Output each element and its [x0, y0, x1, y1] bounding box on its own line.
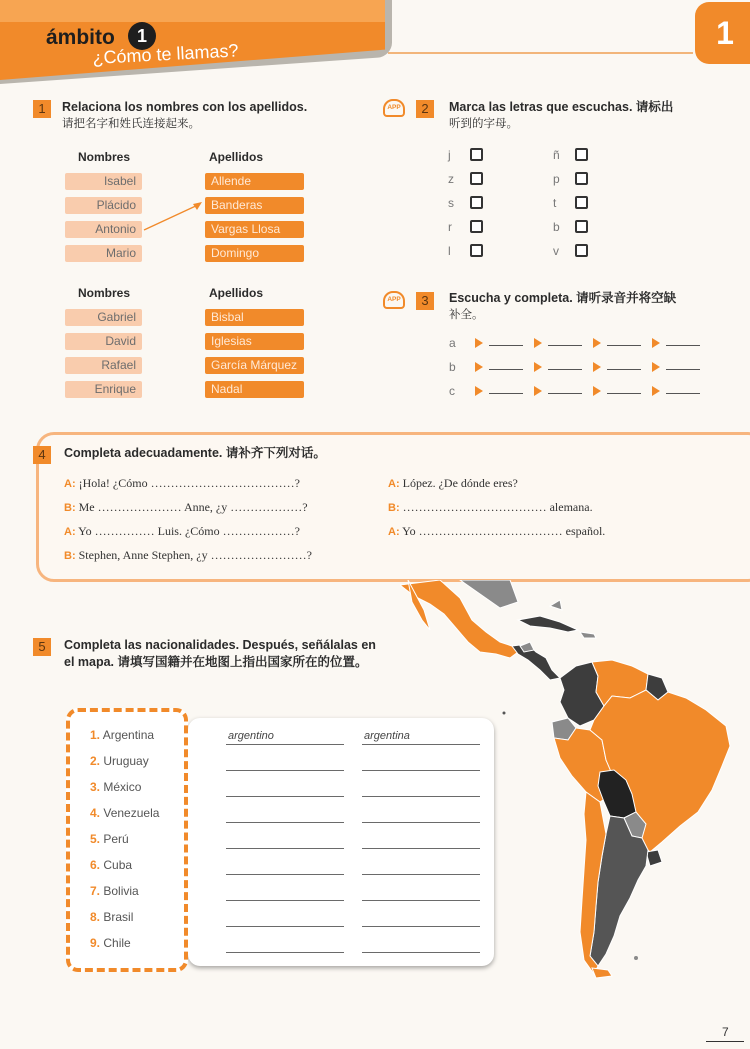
dialogue-text: López. ¿De dónde eres? — [402, 476, 518, 490]
name-option[interactable]: Rafael — [65, 357, 142, 374]
country-item — [90, 910, 133, 924]
unit-tab: 1 — [695, 2, 750, 64]
country-name: Brasil — [103, 910, 134, 924]
surname-option[interactable]: Nadal — [205, 381, 304, 398]
dialogue-line[interactable] — [388, 500, 593, 515]
answer-blank[interactable] — [607, 369, 641, 370]
exercise-1-title-cn: 请把名字和姓氏连接起来。 — [62, 118, 200, 130]
exercise-1-title: Relaciona los nombres con los apellidos. — [62, 100, 308, 114]
unit-subtitle: ¿Cómo te llamas? — [92, 40, 239, 68]
row-label: b — [449, 360, 456, 374]
country-number: 3. — [90, 780, 101, 794]
map-tierra-del-fuego — [592, 968, 612, 978]
exercise-5-title: Completa las nacionalidades. Después, señálalas en — [64, 638, 376, 652]
exercise-1-number: 1 — [33, 100, 51, 118]
name-option[interactable]: Antonio — [65, 221, 142, 238]
country-item — [90, 832, 129, 846]
speaker-label: A: — [64, 478, 76, 490]
letter-label: z — [448, 172, 454, 186]
example-feminine: argentina — [364, 730, 410, 742]
letter-label: j — [448, 148, 451, 162]
letter-checkbox[interactable] — [575, 172, 588, 185]
masculine-answer-line[interactable] — [226, 926, 344, 927]
audio-app-icon[interactable]: APP — [383, 99, 405, 117]
play-marker-icon — [652, 362, 660, 372]
name-option[interactable]: Mario — [65, 245, 142, 262]
country-item — [90, 884, 139, 898]
feminine-answer-line[interactable] — [362, 848, 480, 849]
surname-option[interactable]: Banderas — [205, 197, 304, 214]
answer-blank[interactable] — [548, 345, 582, 346]
play-marker-icon — [534, 362, 542, 372]
names-column-header: Nombres — [78, 286, 131, 300]
exercise-5-title-cn: el mapa. 请填写国籍并在地图上指出国家所在的位置。 — [64, 655, 368, 669]
exercise-2-number: 2 — [416, 100, 434, 118]
map-country-uruguay[interactable] — [646, 850, 662, 866]
letter-checkbox[interactable] — [470, 220, 483, 233]
ambito-label: ámbito — [46, 26, 115, 49]
map-island-dot — [634, 956, 638, 960]
name-option[interactable]: Gabriel — [65, 309, 142, 326]
names-column-header: Nombres — [78, 150, 131, 164]
country-name: Bolivia — [103, 884, 139, 898]
dialogue-text: ……………………………… alemana. — [402, 500, 593, 514]
answer-blank[interactable] — [489, 369, 523, 370]
play-marker-icon — [475, 362, 483, 372]
country-name: Venezuela — [103, 806, 160, 820]
country-name: México — [103, 780, 142, 794]
map-central-america[interactable] — [512, 644, 560, 680]
dialogue-line[interactable] — [388, 524, 605, 539]
feminine-answer-line[interactable] — [362, 926, 480, 927]
row-label: a — [449, 336, 456, 350]
header-top-strip — [0, 0, 385, 22]
exercise-3-title: Escucha y completa. 请听录音并将空缺 — [449, 291, 677, 305]
map-hispaniola[interactable] — [580, 632, 596, 638]
feminine-answer-line[interactable] — [362, 770, 480, 771]
country-number: 5. — [90, 832, 101, 846]
exercise-2-title-cn: 听到的字母。 — [449, 118, 518, 130]
exercise-4-number: 4 — [33, 446, 51, 464]
answer-blank[interactable] — [489, 393, 523, 394]
letter-label: l — [448, 244, 451, 258]
name-option[interactable]: Plácido — [65, 197, 142, 214]
dialogue-text: Me ………………… Anne, ¿y ………………? — [78, 500, 308, 514]
play-marker-icon — [652, 338, 660, 348]
country-item — [90, 780, 141, 794]
surnames-column-header: Apellidos — [209, 286, 264, 300]
feminine-answer-line[interactable] — [362, 874, 480, 875]
letter-checkbox[interactable] — [575, 148, 588, 161]
ambito-number: 1 — [128, 22, 156, 50]
answer-blank[interactable] — [666, 369, 700, 370]
country-name: Chile — [103, 936, 131, 950]
country-item — [90, 754, 149, 768]
exercise-3-number: 3 — [416, 292, 434, 310]
speaker-label: B: — [64, 550, 76, 562]
country-number: 9. — [90, 936, 101, 950]
letter-label: r — [448, 220, 452, 234]
dialogue-line[interactable] — [388, 476, 518, 491]
country-item — [90, 728, 154, 742]
surname-option[interactable]: Allende — [205, 173, 304, 190]
dialogue-line[interactable] — [64, 500, 308, 515]
play-marker-icon — [534, 386, 542, 396]
feminine-answer-line[interactable] — [362, 796, 480, 797]
page-number-rule — [706, 1041, 744, 1042]
letter-checkbox[interactable] — [470, 148, 483, 161]
dialogue-text: Yo …………… Luis. ¿Cómo ………………? — [78, 524, 300, 538]
map-usa-border — [460, 580, 518, 608]
surnames-column-header: Apellidos — [209, 150, 264, 164]
header-rule — [388, 52, 693, 54]
masculine-answer-line[interactable] — [226, 770, 344, 771]
surname-option[interactable]: Domingo — [205, 245, 304, 262]
country-name: Uruguay — [103, 754, 149, 768]
map-bahamas — [550, 600, 562, 610]
play-marker-icon — [652, 386, 660, 396]
play-marker-icon — [593, 362, 601, 372]
letter-label: ñ — [553, 148, 560, 162]
masculine-answer-line[interactable] — [226, 874, 344, 875]
play-marker-icon — [593, 386, 601, 396]
country-number: 1. — [90, 728, 101, 742]
dialogue-text: Yo ……………………………… español. — [402, 524, 606, 538]
play-marker-icon — [475, 386, 483, 396]
play-marker-icon — [475, 338, 483, 348]
play-marker-icon — [593, 338, 601, 348]
feminine-answer-line[interactable] — [362, 744, 480, 745]
answer-blank[interactable] — [489, 345, 523, 346]
letter-label: s — [448, 196, 454, 210]
feminine-answer-line[interactable] — [362, 822, 480, 823]
country-number: 4. — [90, 806, 101, 820]
surname-option[interactable]: Iglesias — [205, 333, 304, 350]
exercise-5-number: 5 — [33, 638, 51, 656]
dialogue-line[interactable] — [64, 548, 312, 563]
surname-option[interactable]: García Márquez — [205, 357, 304, 374]
audio-app-icon[interactable]: APP — [383, 291, 405, 309]
country-number: 7. — [90, 884, 101, 898]
letter-label: v — [553, 244, 559, 258]
masculine-answer-line[interactable] — [226, 848, 344, 849]
map-country-cuba[interactable] — [518, 616, 578, 632]
name-option[interactable]: Enrique — [65, 381, 142, 398]
country-item — [90, 806, 159, 820]
play-marker-icon — [534, 338, 542, 348]
speaker-label: A: — [64, 526, 76, 538]
dialogue-text: ¡Hola! ¿Cómo ………………………………? — [78, 476, 300, 490]
country-number: 2. — [90, 754, 101, 768]
dialogue-line[interactable] — [64, 476, 300, 491]
letter-checkbox[interactable] — [470, 196, 483, 209]
answer-blank[interactable] — [607, 393, 641, 394]
row-label: c — [449, 384, 455, 398]
letter-checkbox[interactable] — [470, 172, 483, 185]
page-number: 7 — [722, 1025, 729, 1039]
masculine-answer-line[interactable] — [226, 900, 344, 901]
exercise-4-title: Completa adecuadamente. 请补齐下列对话。 — [64, 446, 326, 460]
letter-label: t — [553, 196, 557, 210]
name-option[interactable]: David — [65, 333, 142, 350]
dialogue-line[interactable] — [64, 524, 300, 539]
answer-blank[interactable] — [666, 345, 700, 346]
masculine-answer-line[interactable] — [226, 822, 344, 823]
country-name: Cuba — [103, 858, 133, 872]
masculine-answer-line[interactable] — [226, 952, 344, 953]
surname-option[interactable]: Bisbal — [205, 309, 304, 326]
speaker-label: A: — [388, 478, 400, 490]
country-item — [90, 936, 131, 950]
country-name: Perú — [103, 832, 129, 846]
answer-blank[interactable] — [666, 393, 700, 394]
answer-blank[interactable] — [548, 369, 582, 370]
country-item — [90, 858, 132, 872]
masculine-answer-line[interactable] — [226, 744, 344, 745]
masculine-answer-line[interactable] — [226, 796, 344, 797]
exercise-3-title-cn: 补全。 — [449, 309, 484, 321]
feminine-answer-line[interactable] — [362, 900, 480, 901]
answer-blank[interactable] — [607, 345, 641, 346]
feminine-answer-line[interactable] — [362, 952, 480, 953]
exercise-2-title: Marca las letras que escuchas. 请标出 — [449, 100, 674, 114]
letter-checkbox[interactable] — [575, 244, 588, 257]
match-example-arrow — [140, 196, 210, 236]
speaker-label: B: — [388, 502, 400, 514]
letter-label: p — [553, 172, 560, 186]
country-number: 6. — [90, 858, 101, 872]
surname-option[interactable]: Vargas Llosa — [205, 221, 304, 238]
example-masculine: argentino — [228, 730, 274, 742]
speaker-label: A: — [388, 526, 400, 538]
country-number: 8. — [90, 910, 101, 924]
letter-checkbox[interactable] — [575, 220, 588, 233]
country-name: Argentina — [102, 728, 155, 742]
nationality-answer-panel — [188, 718, 494, 966]
map-island-dot — [503, 712, 506, 715]
name-option[interactable]: Isabel — [65, 173, 142, 190]
answer-blank[interactable] — [548, 393, 582, 394]
speaker-label: B: — [64, 502, 76, 514]
letter-checkbox[interactable] — [575, 196, 588, 209]
dialogue-text: Stephen, Anne Stephen, ¿y ……………………? — [78, 548, 312, 562]
letter-checkbox[interactable] — [470, 244, 483, 257]
letter-label: b — [553, 220, 560, 234]
